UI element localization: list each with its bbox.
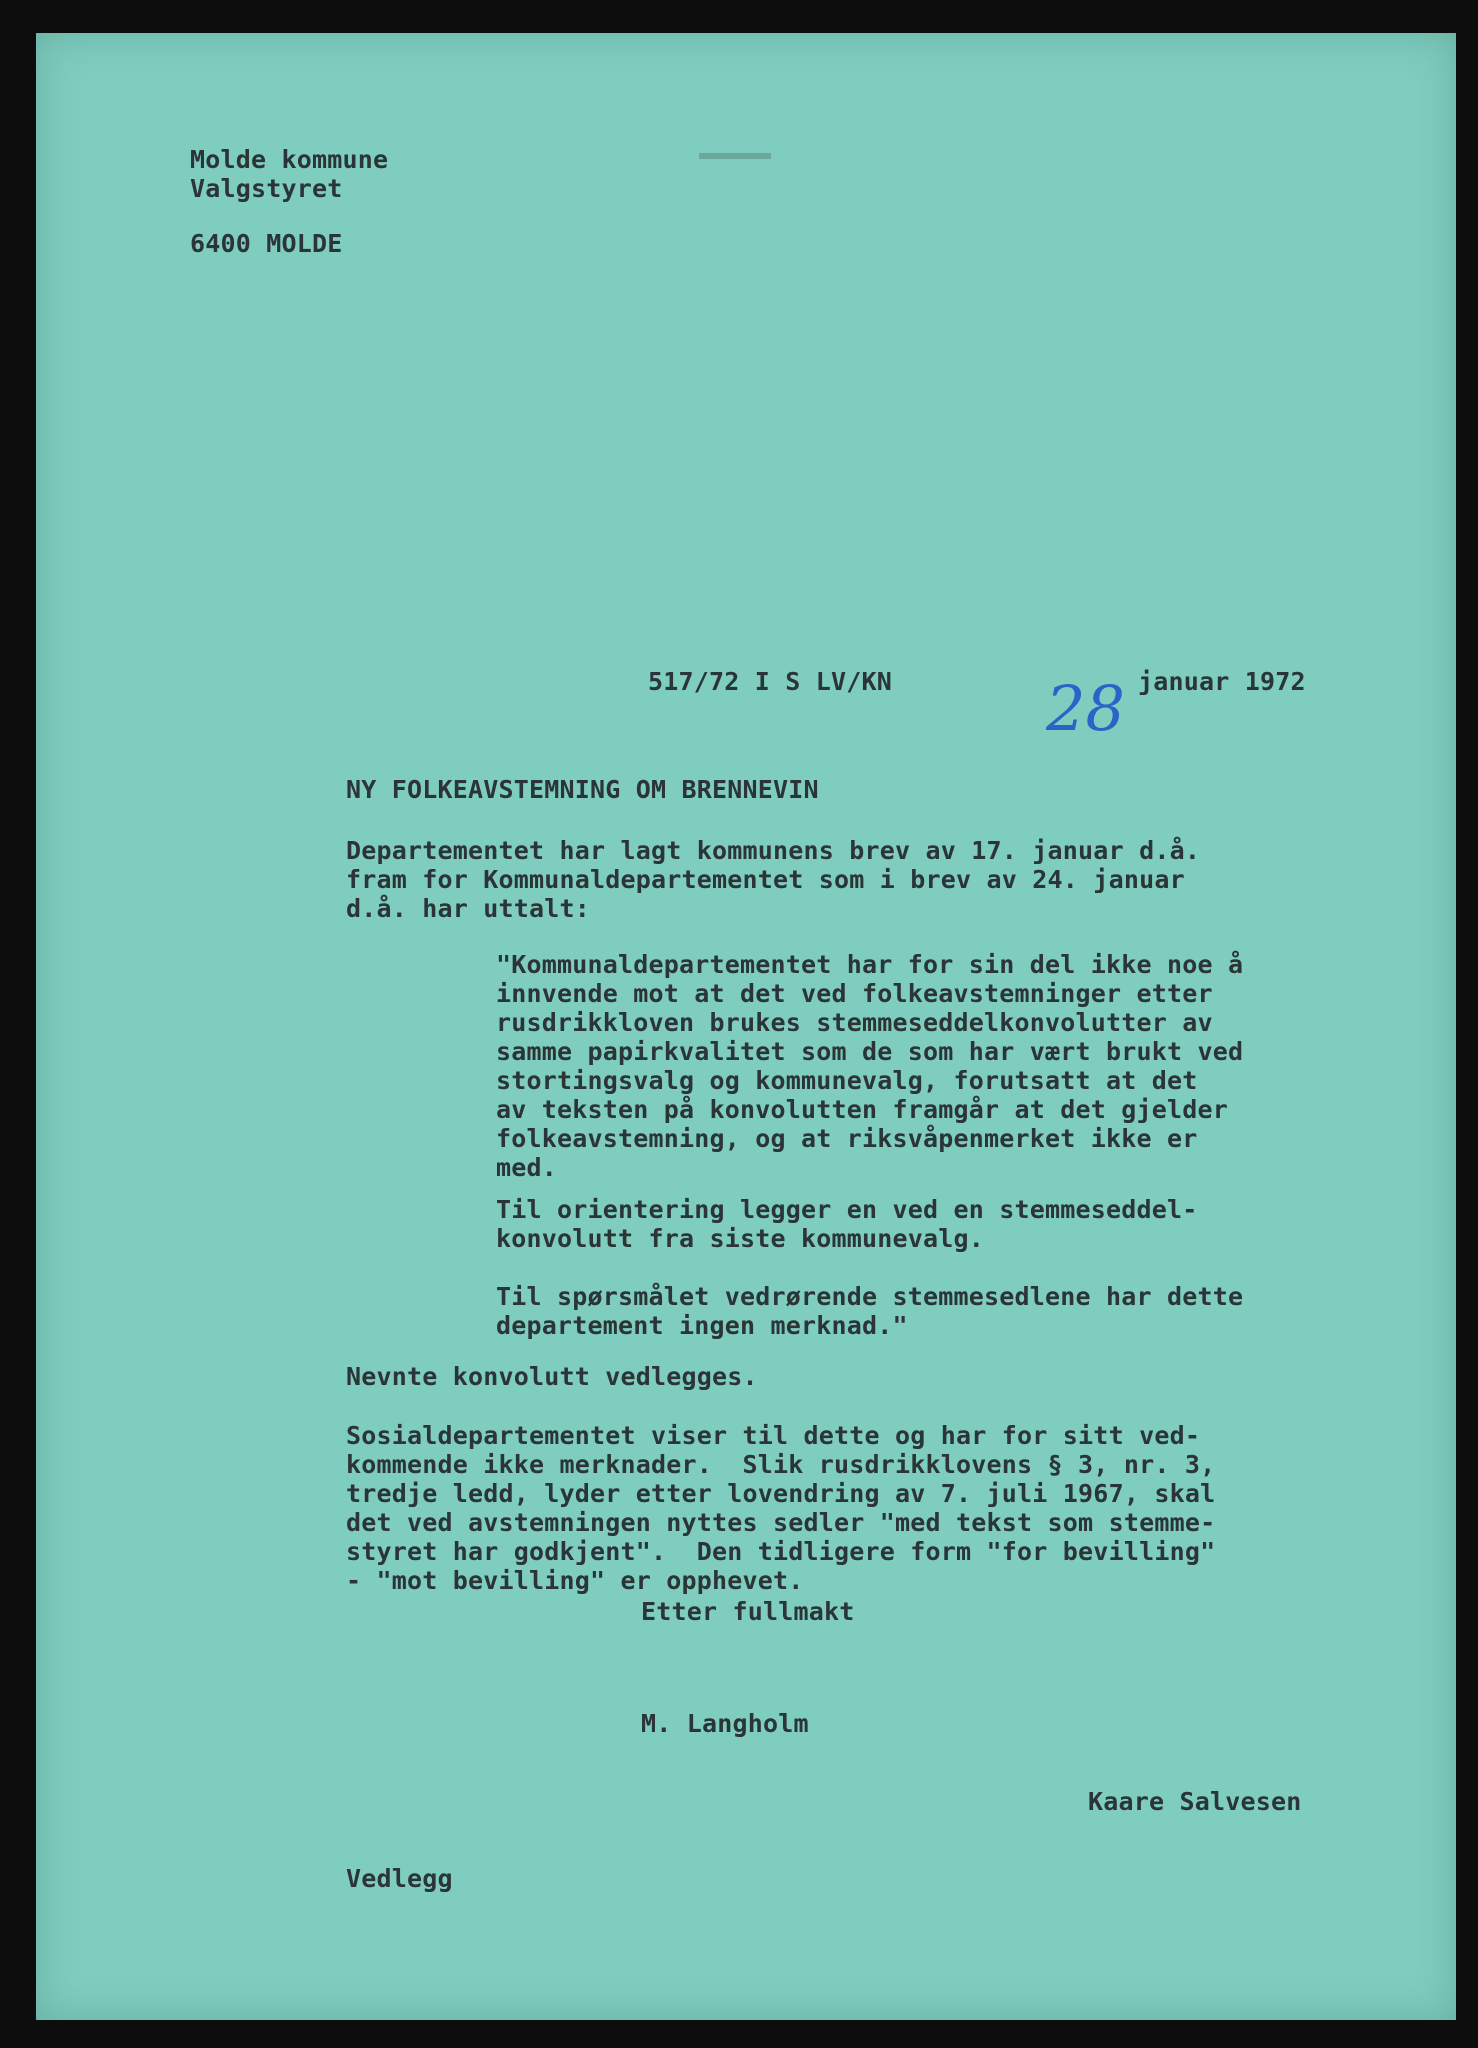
enclosure-note: Nevnte konvolutt vedlegges. — [346, 1362, 758, 1391]
recipient-name: Molde kommune — [190, 145, 389, 174]
intro-paragraph: Departementet har lagt kommunens brev av 17. januar d.å. fram for Kommunaldepartementet som i brev av 24. januar d.å. har uttalt: — [346, 836, 1201, 923]
closing-paragraph: Sosialdepartementet viser til dette og har for sitt ved- kommende ikke merknader. Slik rusdrikklovens § 3, nr. 3, tredje ledd, lyder etter lovendring av 7. juli 1967, skal det ved avstemningen nyttes sedler "med tekst som stemme- styret har godkjent". Den tidligere form "for bevilling" - "mot bevilling" er opphevet. — [346, 1421, 1216, 1595]
quote-paragraph-3: Til spørsmålet vedrørende stemmesedlene har dette departement ingen merknad." — [496, 1282, 1244, 1340]
quote-paragraph-2: Til orientering legger en ved en stemmeseddel- konvolutt fra siste kommunevalg. — [496, 1195, 1198, 1253]
letter-date: januar 1972 — [1138, 667, 1306, 696]
recipient-department: Valgstyret — [190, 174, 343, 203]
subject-line: NY FOLKEAVSTEMNING OM BRENNEVIN — [346, 775, 819, 804]
handwritten-day: 28 — [1046, 672, 1125, 745]
letter-sheet — [36, 33, 1456, 2020]
recipient-address: 6400 MOLDE — [190, 229, 343, 258]
signatory-1: M. Langholm — [641, 1709, 809, 1738]
attachment-label: Vedlegg — [346, 1864, 453, 1893]
reference-number: 517/72 I S LV/KN — [648, 667, 893, 696]
header-mark — [699, 153, 771, 159]
quote-paragraph-1: "Kommunaldepartementet har for sin del ikke noe å innvende mot at det ved folkeavstemninger etter rusdrikkloven brukes stemmeseddelkonvolutter av samme papirkvalitet som de som har vært brukt ved stortingsvalg og kommunevalg, forutsatt at det av teksten på konvolutten framgår at det gjelder folkeavstemning, og at riksvåpenmerket ikke er med. — [496, 950, 1244, 1182]
signatory-2: Kaare Salvesen — [1088, 1787, 1302, 1816]
authority-line: Etter fullmakt — [641, 1597, 855, 1626]
